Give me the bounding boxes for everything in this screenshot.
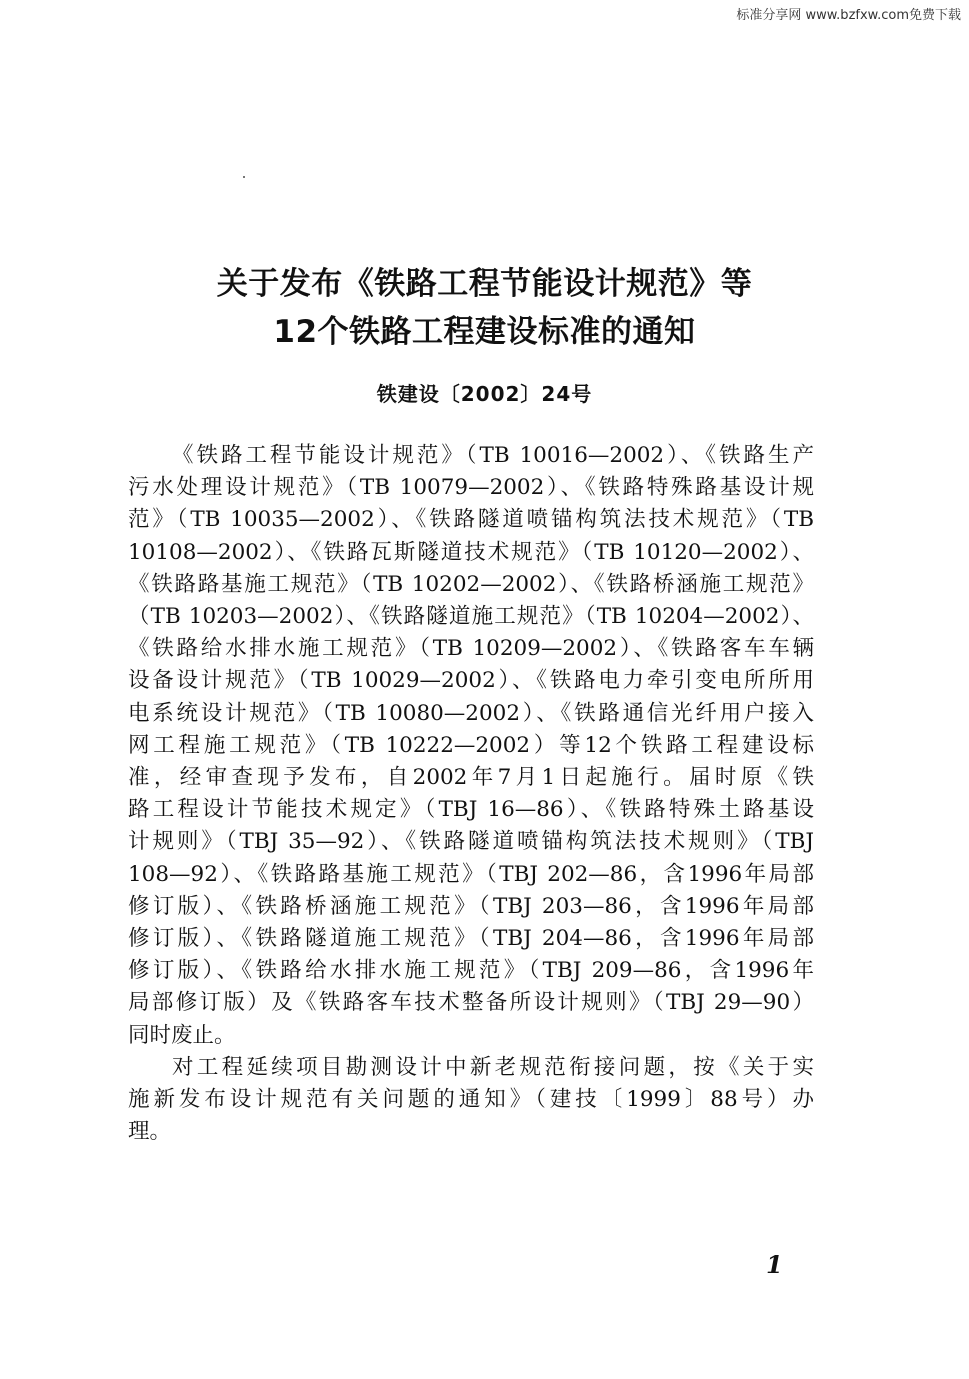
text-line: 对工程延续项目勘测设计中新老规范衔接问题，按《关于实 (172, 1054, 814, 1080)
text-line: 局部修订版）及《铁路客车技术整备所设计规则》（TBJ 29—90） (128, 990, 814, 1016)
text-line: 108—92）、《铁路路基施工规范》（TBJ 202—86，含1996年局部 (128, 861, 814, 887)
paragraph-2 (128, 1052, 814, 1149)
title-line-2: 12个铁路工程建设标准的通知 (273, 314, 696, 350)
text-line: 准，经审查现予发布，自2002年7月1日起施行。届时原《铁 (128, 765, 814, 791)
text-line: 范》（TB 10035—2002）、《铁路隧道喷锚构筑法技术规范》（TB (128, 507, 814, 533)
title-line-1: 关于发布《铁路工程节能设计规范》等 (216, 266, 753, 302)
text-line: 施新发布设计规范有关问题的通知》（建技〔1999〕88号）办 (128, 1087, 814, 1113)
text-line: 网工程施工规范》（TB 10222—2002）等12个铁路工程建设标 (128, 732, 814, 758)
paragraph-1 (128, 440, 814, 1052)
text-line: 修订版）、《铁路隧道施工规范》（TBJ 204—86，含1996年局部 (128, 926, 814, 952)
text-line: 修订版）、《铁路给水排水施工规范》（TBJ 209—86，含1996年 (128, 958, 814, 984)
page-number: 1 (766, 1250, 783, 1279)
document-number: 铁建设〔2002〕24号 (376, 382, 593, 406)
text-line: 《铁路给水排水施工规范》（TB 10209—2002）、《铁路客车车辆 (128, 636, 814, 662)
page-title (0, 260, 969, 356)
text-line: 同时废止。 (128, 1022, 236, 1048)
text-line: 10108—2002）、《铁路瓦斯隧道技术规范》（TB 10120—2002）、 (128, 539, 814, 565)
text-line: 设备设计规范》（TB 10029—2002）、《铁路电力牵引变电所所用 (128, 668, 814, 694)
watermark-text: 标准分享网 www.bzfxw.com免费下载 (736, 8, 961, 23)
body-text (128, 440, 814, 1148)
scan-speck (243, 176, 245, 178)
text-line: 修订版）、《铁路桥涵施工规范》（TBJ 203—86，含1996年局部 (128, 893, 814, 919)
text-line: 计规则》（TBJ 35—92）、《铁路隧道喷锚构筑法技术规则》（TBJ (128, 829, 814, 855)
text-line: 电系统设计规范》（TB 10080—2002）、《铁路通信光纤用户接入 (128, 700, 814, 726)
text-line: 理。 (128, 1119, 172, 1145)
text-line: 污水处理设计规范》（TB 10079—2002）、《铁路特殊路基设计规 (128, 475, 814, 501)
text-line: 路工程设计节能技术规定》（TBJ 16—86）、《铁路特殊土路基设 (128, 797, 814, 823)
text-line: （TB 10203—2002）、《铁路隧道施工规范》（TB 10204—2002）、 (128, 604, 814, 630)
text-line: 《铁路工程节能设计规范》（TB 10016—2002）、《铁路生产 (172, 443, 814, 468)
text-line: 《铁路路基施工规范》（TB 10202—2002）、《铁路桥涵施工规范》 (128, 571, 814, 597)
